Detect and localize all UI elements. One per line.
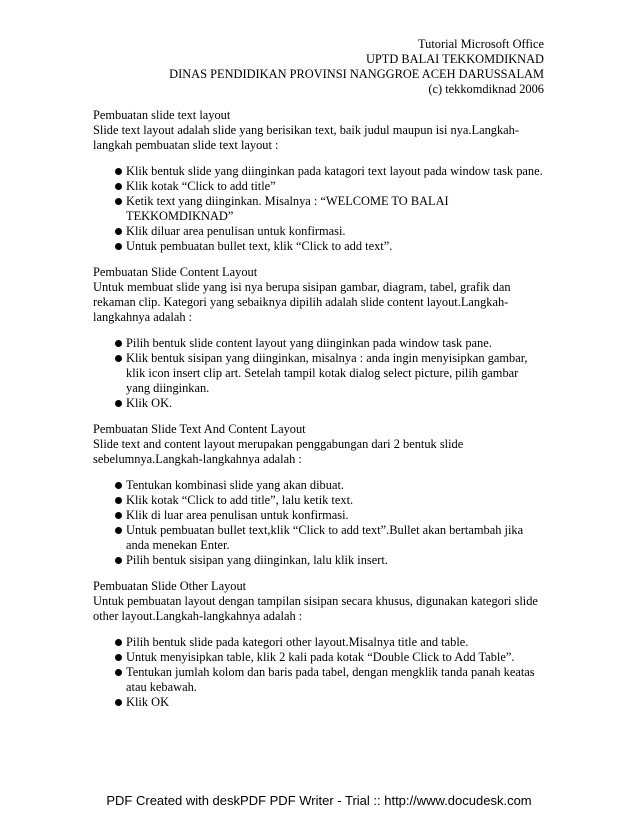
- list-item-text: Untuk pembuatan bullet text,klik “Click to add text”.Bullet akan bertambah jika anda menekan Enter.: [126, 523, 524, 552]
- section-description: Slide text and content layout merupakan penggabungan dari 2 bentuk slide sebelumnya.Langkah-langkahnya adalah :: [93, 437, 464, 466]
- bullet-icon: [115, 557, 122, 564]
- bullet-list: [93, 635, 545, 710]
- list-item: [93, 194, 545, 224]
- list-item-text: Pilih bentuk sisipan yang diinginkan, lalu klik insert.: [126, 553, 388, 567]
- section-other-layout: [93, 579, 545, 710]
- list-item-text: Pilih bentuk slide content layout yang diinginkan pada window task pane.: [126, 336, 492, 350]
- list-item-text: Klik OK: [126, 695, 170, 709]
- list-item: [93, 665, 545, 695]
- bullet-icon: [115, 639, 122, 646]
- section-title: Pembuatan Slide Text And Content Layout: [93, 422, 306, 436]
- bullet-icon: [115, 228, 122, 235]
- page-header: [64, 37, 544, 97]
- header-line-4: (c) tekkomdiknad 2006: [428, 82, 544, 96]
- list-item: [93, 336, 545, 351]
- bullet-icon: [115, 355, 122, 362]
- list-item-text: Klik OK.: [126, 396, 173, 410]
- bullet-list: [93, 164, 545, 254]
- list-item: [93, 508, 545, 523]
- section-title: Pembuatan Slide Content Layout: [93, 265, 258, 279]
- list-item: [93, 695, 545, 710]
- bullet-icon: [115, 340, 122, 347]
- list-item-text: Untuk pembuatan bullet text, klik “Click to add text”.: [126, 239, 393, 253]
- list-item-text: Tentukan jumlah kolom dan baris pada tabel, dengan mengklik tanda panah keatas atau kebawah.: [126, 665, 535, 694]
- list-item-text: Klik bentuk sisipan yang diinginkan, misalnya : anda ingin menyisipkan gambar, klik icon insert clip art. Setelah tampil kotak dialog select picture, pilih gambar yang diinginkan.: [126, 351, 528, 395]
- bullet-icon: [115, 183, 122, 190]
- list-item-text: Klik di luar area penulisan untuk konfirmasi.: [126, 508, 349, 522]
- section-text-and-content-layout: [93, 422, 545, 568]
- header-line-1: Tutorial Microsoft Office: [418, 37, 544, 51]
- list-item: [93, 239, 545, 254]
- bullet-icon: [115, 699, 122, 706]
- section-content-layout: [93, 265, 545, 411]
- list-item: [93, 478, 545, 493]
- list-item-text: Klik bentuk slide yang diinginkan pada katagori text layout pada window task pane.: [126, 164, 543, 178]
- bullet-icon: [115, 669, 122, 676]
- section-title: Pembuatan slide text layout: [93, 108, 231, 122]
- bullet-icon: [115, 497, 122, 504]
- section-text-layout: [93, 108, 545, 254]
- bullet-list: [93, 478, 545, 568]
- bullet-icon: [115, 198, 122, 205]
- list-item: [93, 179, 545, 194]
- list-item: [93, 523, 545, 553]
- section-description: Untuk pembuatan layout dengan tampilan sisipan secara khusus, digunakan kategori slide other layout.Langkah-langkahnya adalah :: [93, 594, 538, 623]
- bullet-icon: [115, 482, 122, 489]
- bullet-icon: [115, 168, 122, 175]
- section-title: Pembuatan Slide Other Layout: [93, 579, 247, 593]
- document-body: [93, 108, 545, 721]
- header-line-2: UPTD BALAI TEKKOMDIKNAD: [365, 52, 544, 66]
- list-item: [93, 164, 545, 179]
- list-item: [93, 224, 545, 239]
- list-item-text: Untuk menyisipkan table, klik 2 kali pada kotak “Double Click to Add Table”.: [126, 650, 515, 664]
- bullet-list: [93, 336, 545, 411]
- section-description: Untuk membuat slide yang isi nya berupa sisipan gambar, diagram, tabel, grafik dan rekaman clip. Kategori yang sebaiknya dipilih adalah slide content layout.Langkah-langkahnya adalah :: [93, 280, 511, 324]
- pdf-watermark-footer: PDF Created with deskPDF PDF Writer - Trial :: http://www.docudesk.com: [106, 793, 532, 808]
- list-item: [93, 493, 545, 508]
- list-item-text: Klik diluar area penulisan untuk konfirmasi.: [126, 224, 346, 238]
- list-item-text: Pilih bentuk slide pada kategori other layout.Misalnya title and table.: [126, 635, 469, 649]
- bullet-icon: [115, 400, 122, 407]
- bullet-icon: [115, 243, 122, 250]
- list-item: [93, 553, 545, 568]
- header-line-3: DINAS PENDIDIKAN PROVINSI NANGGROE ACEH DARUSSALAM: [169, 67, 544, 81]
- list-item-text: Tentukan kombinasi slide yang akan dibuat.: [126, 478, 344, 492]
- list-item-text: Klik kotak “Click to add title”: [126, 179, 276, 193]
- list-item-text: Klik kotak “Click to add title”, lalu ketik text.: [126, 493, 354, 507]
- bullet-icon: [115, 527, 122, 534]
- bullet-icon: [115, 654, 122, 661]
- list-item: [93, 635, 545, 650]
- bullet-icon: [115, 512, 122, 519]
- list-item-text: Ketik text yang diinginkan. Misalnya : “WELCOME TO BALAI TEKKOMDIKNAD”: [126, 194, 449, 223]
- section-description: Slide text layout adalah slide yang berisikan text, baik judul maupun isi nya.Langkah-langkah pembuatan slide text layout :: [93, 123, 520, 152]
- list-item: [93, 396, 545, 411]
- list-item: [93, 351, 545, 396]
- list-item: [93, 650, 545, 665]
